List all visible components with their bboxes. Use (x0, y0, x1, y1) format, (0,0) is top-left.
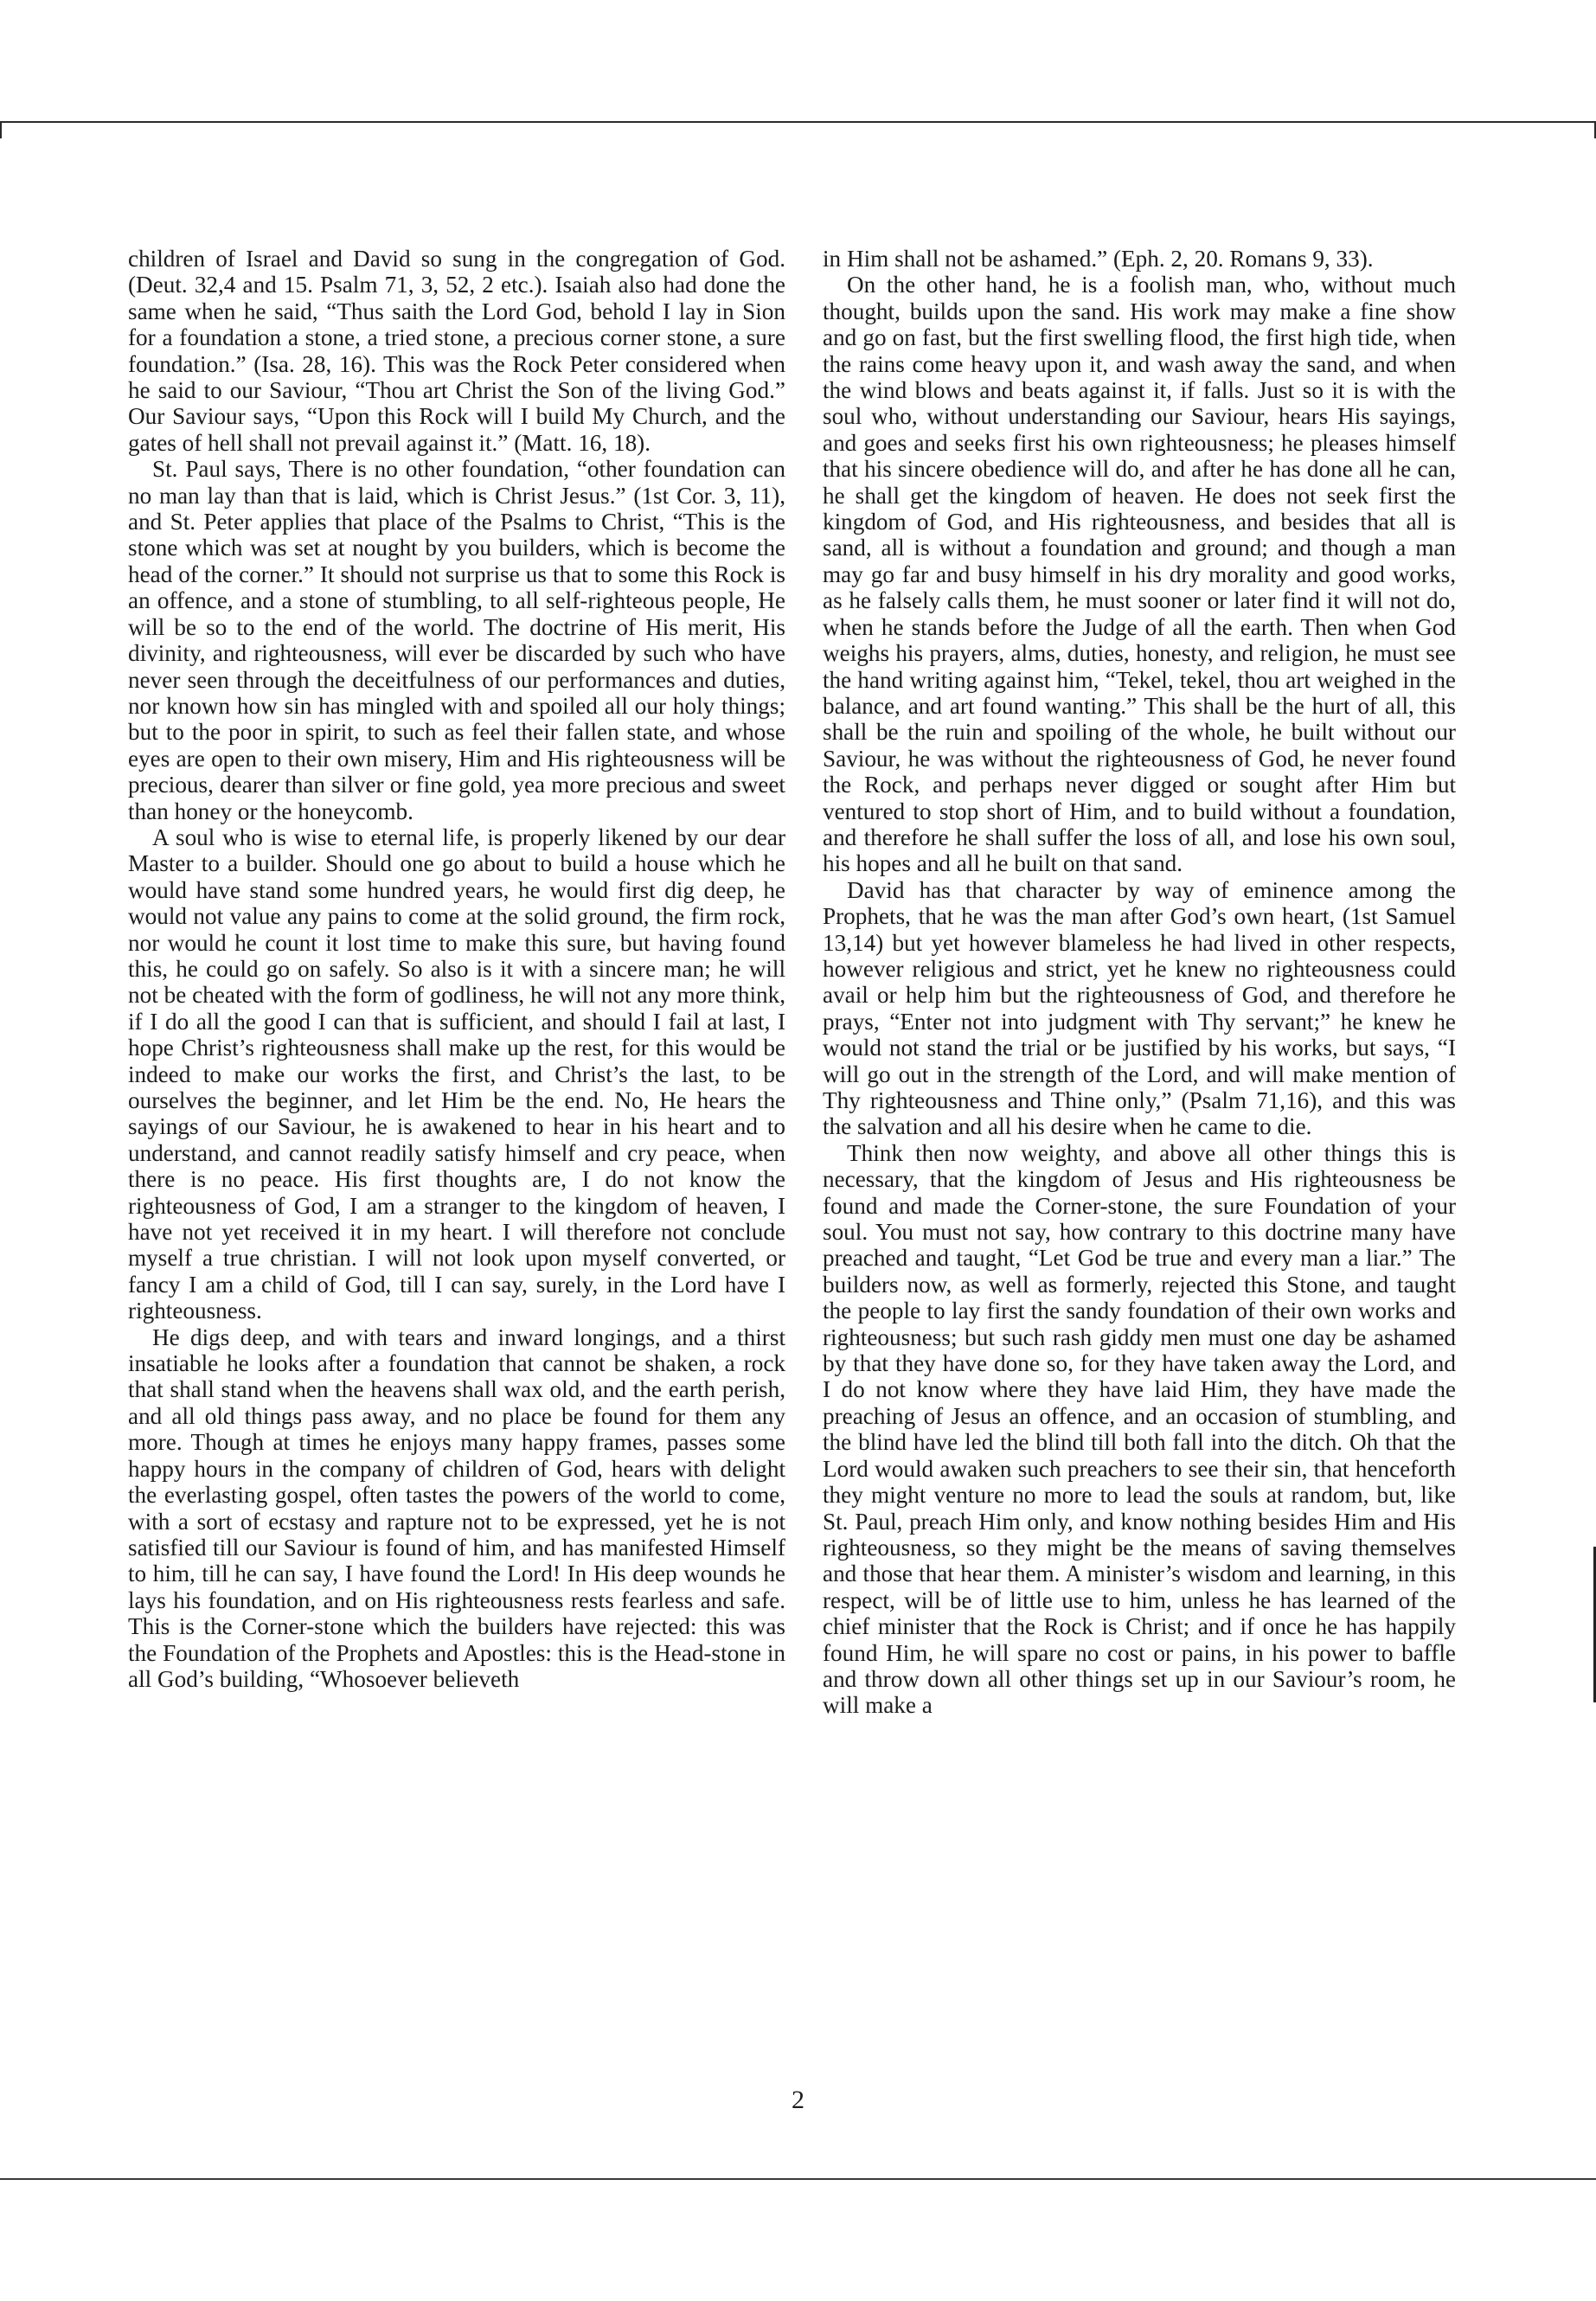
paragraph: He digs deep, and with tears and inward longings, and a thirst insatiable he looks after a foundation that cannot be shaken, a rock that shall stand when the heavens shall wax old, and the earth perish, and all old things pass away, and no place be found for them any more. Though at times he enjoys many happy frames, passes some happy hours in the company of children of God, hears with delight the everlasting gospel, often tastes the powers of the world to come, with a sort of ecstasy and rapture not to be expressed, yet he is not satisfied till our Saviour is found of him, and has manifested Himself to him, till he can say, I have found the Lord! In His deep wounds he lays his foundation, and on His righteousness rests fearless and safe. This is the Corner-stone which the builders have rejected: this was the Foundation of the Prophets and Apostles: this is the Head-stone in all God’s building, “Whosoever believeth (128, 1324, 785, 1692)
paragraph: in Him shall not be ashamed.” (Eph. 2, 20. Romans 9, 33). (823, 246, 1374, 272)
left-text-column (128, 246, 785, 1692)
paragraph: Think then now weighty, and above all other things this is necessary, that the kingdom of Jesus and His righteousness be found and made the Corner-stone, the sure Foundation of your soul. You must not say, how contrary to this doctrine many have preached and taught, “Let God be true and every man a liar.” The builders now, as well as formerly, rejected this Stone, and taught the people to lay first the sandy foundation of their own works and righteousness; but such rash giddy men must one day be ashamed by that they have done so, for they have taken away the Lord, and I do not know where they have laid Him, they have made the preaching of Jesus an offence, and an occasion of stumbling, and the blind have led the blind till both fall into the ditch. Oh that the Lord would awaken such preachers to see their sin, that henceforth they might venture no more to lead the souls at random, but, like St. Paul, preach Him only, and know nothing besides Him and His righteousness, so they might be the means of saving themselves and those that hear them. A minister’s wisdom and learning, in this respect, will be of little use to him, unless he has learned of the chief minister that the Rock is Christ; and if once he has happily found Him, he will spare no cost or pains, in his power to baffle and throw down all other things set up in our Saviour’s room, he will make a (823, 1139, 1456, 1719)
page-number: 2 (792, 2086, 804, 2114)
top-border-rule (0, 121, 1596, 123)
paragraph: children of Israel and David so sung in the congregation of God. (Deut. 32,4 and 15. Psalm 71, 3, 52, 2 etc.). Isaiah also had done the same when he said, “Thus saith the Lord God, behold I lay in Sion for a foundation a stone, a tried stone, a precious corner stone, a sure foundation.” (Isa. 28, 16). This was the Rock Peter considered when he said to our Saviour, “Thou art Christ the Son of the living God.” Our Saviour says, “Upon this Rock will I build My Church, and the gates of hell shall not prevail against it.” (Matt. 16, 18). (128, 246, 785, 456)
top-left-corner-mark (0, 121, 2, 138)
right-text-column (823, 246, 1456, 1719)
paragraph: On the other hand, he is a foolish man, who, without much thought, builds upon the sand. His work may make a fine show and go on fast, but the first swelling flood, the first high tide, when the rains come heavy upon it, and wash away the sand, and when the wind blows and beats against it, if falls. Just so it is with the soul who, without understanding our Saviour, hears His sayings, and goes and seeks first his own righteousness; he pleases himself that his sincere obedience will do, and after he has done all he can, he shall get the kingdom of heaven. He does not seek first the kingdom of God, and His righteousness, and besides that all is sand, all is without a foundation and ground; and though a man may go far and busy himself in his dry morality and good works, as he falsely calls them, he must sooner or later find it will not do, when he stands before the Judge of all the earth. Then when God weighs his prayers, alms, duties, honesty, and religion, he must see the hand writing against him, “Tekel, tekel, thou art weighed in the balance, and art found wanting.” This shall be the hurt of all, this shall be the ruin and spoiling of the whole, he built without our Saviour, he was without the righteousness of God, he never found the Rock, and perhaps never digged or sought after Him but ventured to stop short of Him, and to build without a foundation, and therefore he shall suffer the loss of all, and lose his own soul, his hopes and all he built on that sand. (823, 272, 1456, 877)
paragraph: A soul who is wise to eternal life, is properly likened by our dear Master to a builder. Should one go about to build a house which he would have stand some hundred years, he would first dig deep, he would not value any pains to come at the solid ground, the firm rock, nor would he count it lost time to make this sure, but having found this, he could go on safely. So also is it with a sincere man; he will not be cheated with the form of godliness, he will not any more think, if I do all the good I can that is sufficient, and should I fail at last, I hope Christ’s righteousness shall make up the rest, for this would be indeed to make our works the first, and Christ’s the last, to be ourselves the beginner, and let Him be the end. No, He hears the sayings of our Saviour, he is awakened to hear in his heart and to understand, and cannot readily satisfy himself and cry peace, when there is no peace. His first thoughts are, I do not know the righteousness of God, I am a stranger to the kingdom of heaven, I have not yet received it in my heart. I will therefore not conclude myself a true christian. I will not look upon myself converted, or fancy I am a child of God, till I can say, surely, in the Lord have I righteousness. (128, 824, 785, 1324)
bottom-border-rule (0, 2178, 1596, 2180)
paragraph: St. Paul says, There is no other foundation, “other foundation can no man lay than that is laid, which is Christ Jesus.” (1st Cor. 3, 11), and St. Peter applies that place of the Psalms to Christ, “This is the stone which was set at nought by you builders, which is become the head of the corner.” It should not surprise us that to some this Rock is an offence, and a stone of stumbling, to all self-righteous people, He will be so to the end of the world. The doctrine of His merit, His divinity, and righteousness, will ever be discarded by such who have never seen through the deceitfulness of our performances and duties, nor known how sin has mingled with and spoiled all our holy things; but to the poor in spirit, to such as feel their fallen state, and whose eyes are open to their own misery, Him and His righteousness will be precious, dearer than silver or fine gold, yea more precious and sweet than honey or the honeycomb. (128, 456, 785, 824)
paragraph: David has that character by way of eminence among the Prophets, that he was the man after God’s own heart, (1st Samuel 13,14) but yet however blameless he had lived in other respects, however religious and strict, yet he knew no righteousness could avail or help him but the righteousness of God, and therefore he prays, “Enter not into judgment with Thy servant;” he knew he would not stand the trial or be justified by his works, but says, “I will go out in the strength of the Lord, and will make mention of Thy righteousness and Thine only,” (Psalm 71,16), and this was the salvation and all his desire when he came to die. (823, 876, 1456, 1140)
